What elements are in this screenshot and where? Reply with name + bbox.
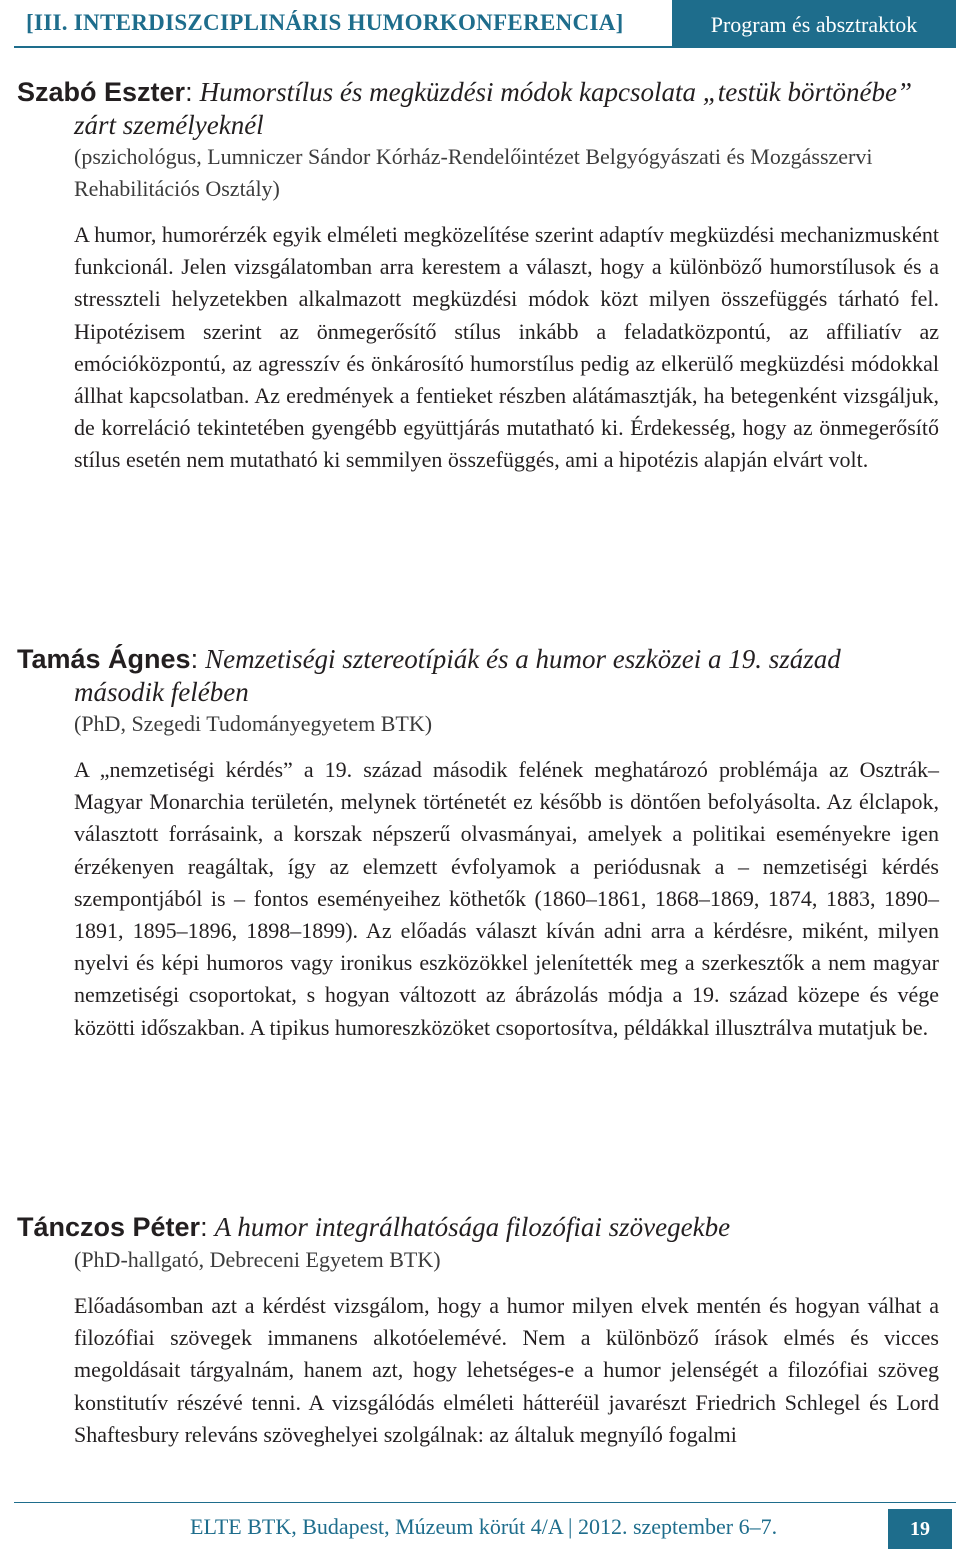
- abstract-body: A „nemzetiségi kérdés” a 19. század második felének meghatározó problémája az Osztrák–Magyar Monarchia területén, melynek történetét ez később is döntően befolyásolta. Az élclapok, választott forrásaink, a korszak népszerű olvasmányai, amelyek a politikai eseményekre igen érzékenyen reagáltak, így az elemzett évfolyamok a periódusnak a – nemzetiségi kérdés szempontjából is – fontos eseményeihez köthetők (1860–1861, 1868–1869, 1874, 1883, 1890–1891, 1895–1896, 1898–1899). Az előadás választ kíván adni arra a kérdésre, miként, milyen nyelvi és képi humoros vagy ironikus eszközökkel jelenítették meg a szerkesztők a nem magyar nemzetiségi csoportokat, s hogyan változott az ábrázolás módja a 19. század közepe és vége közötti időszakban. A tipikus humoreszközöket csoportosítva, példákkal illusztrálva mutatjuk be.: [74, 757, 939, 1040]
- abstract-heading: [17, 1211, 939, 1244]
- author-affiliation: (PhD-hallgató, Debreceni Egyetem BTK): [74, 1247, 441, 1272]
- author-name: Tánczos Péter: [17, 1212, 201, 1242]
- abstract-heading: [17, 76, 939, 141]
- abstract-body: A humor, humorérzék egyik elméleti megközelítése szerint adaptív megküzdési mechanizmusként funkcionál. Jelen vizsgálatomban arra kerestem a választ, hogy a különböző humorstílusok és a stresszteli helyzetekben alkalmazott megküzdési módok közt milyen összefüggés tárható fel. Hipotézisem szerint az önmegerősítő stílus inkább a feladatközpontú, az affiliatív az emócióközpontú, az agresszív és önkárosító humorstílus pedig az elkerülő megküzdési módokkal állhat kapcsolatban. Az eredmények a fentieket részben alátámasztják, ha betegenként vizsgáljuk, de korreláció tekintetében gyengébb együttjárás mutatható ki. Érdekesség, hogy az önmegerősítő stílus esetén nem mutatható ki semmilyen összefüggés, ami a hipotézis alapján elvárt volt.: [74, 222, 939, 473]
- footer-venue-date: ELTE BTK, Budapest, Múzeum körút 4/A | 2012. szeptember 6–7.: [190, 1514, 778, 1539]
- talk-title: Nemzetiségi sztereotípiák és a humor eszközei a 19. század: [205, 644, 841, 674]
- talk-title: Humorstílus és megküzdési módok kapcsolata „testük börtönébe”: [199, 77, 913, 107]
- author-affiliation: (PhD, Szegedi Tudományegyetem BTK): [74, 711, 433, 736]
- author-name: Tamás Ágnes: [17, 644, 191, 674]
- abstract-tamas: [17, 643, 939, 1044]
- abstract-body: Előadásomban azt a kérdést vizsgálom, hogy a humor milyen elvek mentén és hogyan válhat a filozófiai szövegek immanens alkotóelemévé. Nem a különböző írások elmés és vicces megoldásait tárgyalnám, hanem azt, hogy lehetséges-e a humor jelenségét a filozófiai szöveg konstitutív részévé tenni. A vizsgálódás elméleti hátteréül javarészt Friedrich Schlegel és Lord Shaftesbury releváns szöveghelyei szolgálnak: az általuk megnyíló fogalmi: [74, 1293, 939, 1447]
- page-header: [14, 0, 956, 48]
- author-separator: :: [200, 1212, 208, 1242]
- page-footer: [14, 1502, 956, 1553]
- abstract-heading: [17, 643, 939, 708]
- talk-title-continued: zárt személyeknél: [74, 110, 264, 140]
- section-tab: Program és absztraktok: [672, 0, 956, 46]
- page-number: 19: [888, 1509, 952, 1549]
- abstract-szabo: [17, 76, 939, 477]
- talk-title-continued: második felében: [74, 677, 249, 707]
- talk-title: A humor integrálhatósága filozófiai szövegekbe: [214, 1212, 731, 1242]
- conference-title: [III. INTERDISZCIPLINÁRIS HUMORKONFERENCIA]: [26, 10, 624, 35]
- author-separator: :: [185, 77, 193, 107]
- author-name: Szabó Eszter: [17, 77, 186, 107]
- author-affiliation: (pszichológus, Lumniczer Sándor Kórház-Rendelőintézet Belgyógyászati és Mozgásszervi Rehabilitációs Osztály): [74, 144, 873, 201]
- abstract-tanczos: [17, 1211, 939, 1451]
- author-separator: :: [190, 644, 199, 674]
